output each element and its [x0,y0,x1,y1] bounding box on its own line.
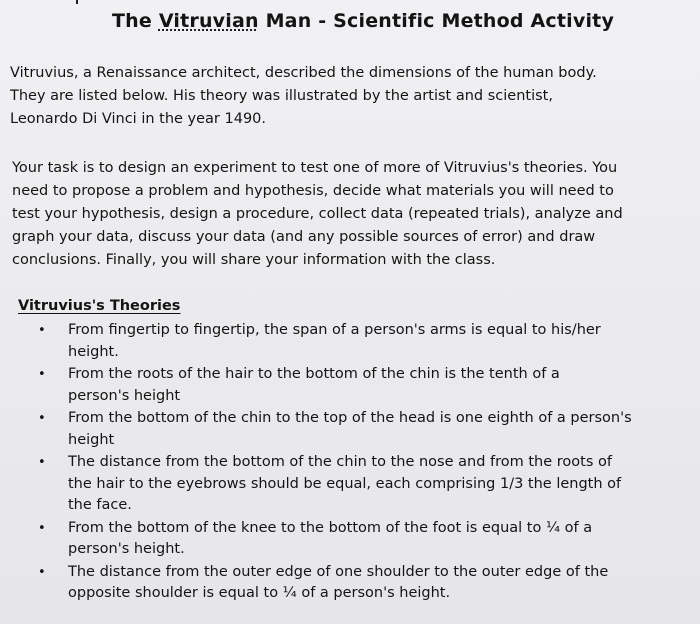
theory-line: person's height [68,387,181,404]
theory-line: opposite shoulder is equal to ¼ of a person's height. [68,585,451,601]
intro-line: Leonardo Di Vinci in the year 1490. [10,111,267,127]
task-line: conclusions. Finally, you will share your information with the class. [12,252,496,268]
bullet-icon: • [38,411,46,426]
task-line: need to propose a problem and hypothesis, decide what materials you will need to [12,183,614,199]
task-line: graph your data, discuss your data (and any possible sources of error) and draw [12,229,596,245]
pen-mark [76,0,78,4]
theory-line: The distance from the outer edge of one shoulder to the outer edge of the [68,563,609,580]
bullet-icon: • [38,367,46,382]
theory-item [20,364,690,407]
task-paragraph [12,157,692,272]
theory-line: height. [68,343,119,360]
theories-heading: Vitruvius's Theories [18,298,181,314]
task-line: Your task is to design an experiment to test one of more of Vitruvius's theories. You [12,160,618,176]
theory-line: From the bottom of the knee to the bottom of the foot is equal to ¼ of a [68,519,593,536]
page-title [112,10,614,32]
title-vitruvian: Vitruvian [158,10,259,32]
theory-line: The distance from the bottom of the chin to the nose and from the roots of [68,454,612,470]
task-line: test your hypothesis, design a procedure, collect data (repeated trials), analyze and [12,206,623,222]
theory-item [20,320,690,363]
intro-line: They are listed below. His theory was illustrated by the artist and scientist, [10,88,553,104]
theory-line: person's height. [68,541,185,557]
theory-item [20,562,690,605]
intro-line: Vitruvius, a Renaissance architect, described the dimensions of the human body. [10,65,597,81]
bullet-icon: • [38,564,46,580]
title-the: The [112,10,152,32]
theory-line: From the roots of the hair to the bottom of the chin is the tenth of a [68,366,560,382]
theory-line: From fingertip to fingertip, the span of a person's arms is equal to his/her [68,322,601,338]
theory-item [20,408,690,451]
bullet-icon: • [38,323,46,338]
theory-line: the face. [68,497,132,513]
theories-list [20,320,690,606]
bullet-icon: • [38,520,46,536]
theory-line: height [68,431,115,448]
theory-item [20,452,690,517]
theory-item [20,518,690,561]
bullet-icon: • [38,455,46,470]
theory-line: the hair to the eyebrows should be equal, each comprising 1/3 the length of [68,475,622,492]
title-rest: Man - Scientific Method Activity [265,10,615,32]
intro-paragraph [10,62,690,131]
theory-line: From the bottom of the chin to the top of the head is one eighth of a person's [68,410,632,426]
